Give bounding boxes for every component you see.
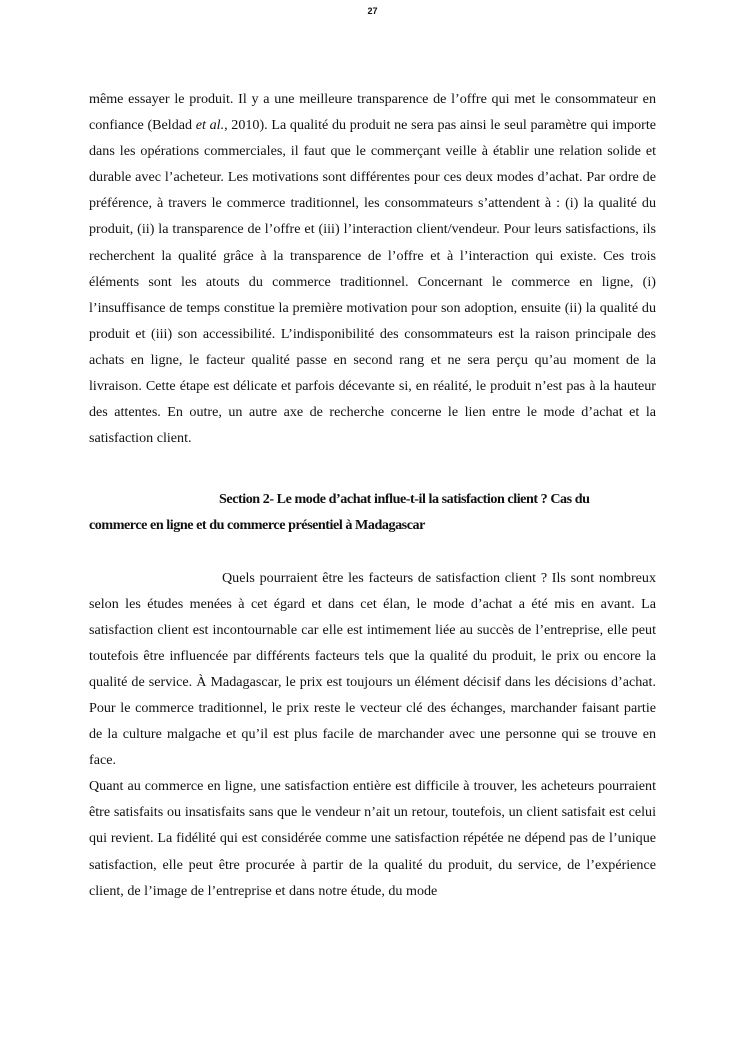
page-number: 27 xyxy=(367,6,378,16)
paragraph-1-text-a: même essayer le produit. Il y a une meilleure transparence de l’offre qui met le consommateur en confiance (Beldad xyxy=(89,91,656,134)
section-heading-line-2: commerce en ligne et du commerce présentiel à Madagascar xyxy=(89,517,425,534)
section-heading-line-1: Section 2- Le mode d’achat influe-t-il la satisfaction client ? Cas du xyxy=(219,491,590,508)
document-body xyxy=(89,86,656,904)
paragraph-1 xyxy=(89,86,656,451)
paragraph-2: Quels pourraient être les facteurs de satisfaction client ? Ils sont nombreux selon les études menées à cet égard et dans cet élan, le mode d’achat a été mis en avant. La satisfaction client est incontournable car elle est intimement liée au succès de l’entreprise, elle peut toutefois être influencée par différents facteurs tels que la qualité du produit, le prix ou encore la qualité de service. À Madagascar, le prix est toujours un élément décisif dans les décisions d’achat. Pour le commerce traditionnel, le prix reste le vecteur clé des échanges, marchander faisant partie de la culture malgache et qu’il est plus facile de marchander avec une personne qui se trouve en face. xyxy=(89,569,656,769)
section-heading xyxy=(89,486,656,538)
citation-et-al: et al. xyxy=(195,117,225,134)
paragraph-3: Quant au commerce en ligne, une satisfaction entière est difficile à trouver, les acheteurs pourraient être satisfaits ou insatisfaits sans que le vendeur n’ait un retour, toutefois, un client satisfait est celui qui revient. La fidélité qui est considérée comme une satisfaction répétée ne dépend pas de l’unique satisfaction, elle peut être procurée à partir de la qualité du produit, du service, de l’expérience client, de l’image de l’entreprise et dans notre étude, du mode xyxy=(89,778,656,899)
paragraph-1-text-b: , 2010). La qualité du produit ne sera pas ainsi le seul paramètre qui importe dans les opérations commerciales, il faut que le commerçant veille à établir une relation solide et durable avec l’acheteur. Les motivations sont différentes pour ces deux modes d’achat. Par ordre de préférence, à travers le commerce traditionnel, les consommateurs s’attendent à : (i) la qualité du produit, (ii) la transparence de l’offre et (iii) l’interaction client/vendeur. Pour leurs satisfactions, ils recherchent la qualité grâce à la transparence de l’offre et à l’interaction qui existe. Ces trois éléments sont les atouts du commerce traditionnel. Concernant le commerce en ligne, (i) l’insuffisance de temps constitue la première motivation pour son adoption, ensuite (ii) la qualité du produit et (iii) son accessibilité. L’indisponibilité des consommateurs est la raison principale des achats en ligne, le facteur qualité passe en second rang et ne sera perçu qu’au moment de la livraison. Cette étape est délicate et parfois décevante si, en réalité, le produit n’est pas à la hauteur des attentes. En outre, un autre axe de recherche concerne le lien entre le mode d’achat et la satisfaction client. xyxy=(89,117,656,447)
